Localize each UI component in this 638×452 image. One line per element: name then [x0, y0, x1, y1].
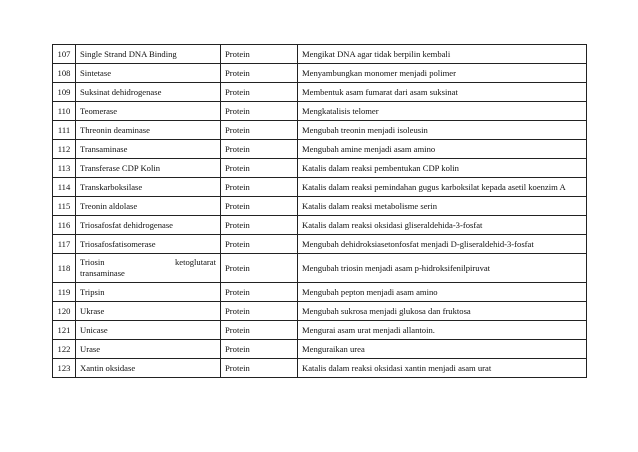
row-number: 119: [53, 283, 76, 302]
row-number: 116: [53, 216, 76, 235]
table-row: [53, 321, 587, 340]
row-number: 114: [53, 178, 76, 197]
enzyme-name: Transferase CDP Kolin: [76, 159, 221, 178]
table-row: [53, 121, 587, 140]
enzyme-function: Katalis dalam reaksi metabolisme serin: [298, 197, 587, 216]
table-row: [53, 359, 587, 378]
enzyme-name: Tripsin: [76, 283, 221, 302]
enzyme-name: Teomerase: [76, 102, 221, 121]
row-number: 108: [53, 64, 76, 83]
enzyme-function: Mengurai asam urat menjadi allantoin.: [298, 321, 587, 340]
enzyme-name: Triosafosfat dehidrogenase: [76, 216, 221, 235]
enzyme-name: Suksinat dehidrogenase: [76, 83, 221, 102]
enzyme-name: Ukrase: [76, 302, 221, 321]
enzyme-name: Urase: [76, 340, 221, 359]
enzyme-name: Unicase: [76, 321, 221, 340]
row-number: 121: [53, 321, 76, 340]
enzyme-name-part: transaminase: [80, 268, 125, 278]
enzyme-name-line: [80, 257, 216, 268]
row-number: 109: [53, 83, 76, 102]
table-row: [53, 197, 587, 216]
enzyme-function: Membentuk asam fumarat dari asam suksinat: [298, 83, 587, 102]
enzyme-type: Protein: [221, 321, 298, 340]
enzyme-type: Protein: [221, 340, 298, 359]
row-number: 118: [53, 254, 76, 283]
row-number: 123: [53, 359, 76, 378]
enzyme-name: Treonin aldolase: [76, 197, 221, 216]
enzyme-type: Protein: [221, 45, 298, 64]
enzyme-function: Mengikat DNA agar tidak berpilin kembali: [298, 45, 587, 64]
row-number: 110: [53, 102, 76, 121]
table-row: [53, 254, 587, 283]
enzyme-function: Mengubah dehidroksiasetonfosfat menjadi D-gliseraldehid-3-fosfat: [298, 235, 587, 254]
enzyme-name: Sintetase: [76, 64, 221, 83]
enzyme-type: Protein: [221, 283, 298, 302]
enzyme-name: Triosafosfatisomerase: [76, 235, 221, 254]
enzyme-name: Threonin deaminase: [76, 121, 221, 140]
document-page: [52, 44, 587, 378]
enzyme-function: Mengkatalisis telomer: [298, 102, 587, 121]
row-number: 122: [53, 340, 76, 359]
enzyme-function: Mengubah sukrosa menjadi glukosa dan fruktosa: [298, 302, 587, 321]
table-row: [53, 302, 587, 321]
enzyme-type: Protein: [221, 83, 298, 102]
row-number: 113: [53, 159, 76, 178]
enzyme-type: Protein: [221, 178, 298, 197]
enzyme-type: Protein: [221, 359, 298, 378]
enzyme-function: Katalis dalam reaksi pemindahan gugus karboksilat kepada asetil koenzim A: [298, 178, 587, 197]
enzyme-type: Protein: [221, 121, 298, 140]
table-row: [53, 283, 587, 302]
enzyme-function: Menguraikan urea: [298, 340, 587, 359]
row-number: 112: [53, 140, 76, 159]
table-row: [53, 140, 587, 159]
enzyme-type: Protein: [221, 64, 298, 83]
enzyme-function: Menyambungkan monomer menjadi polimer: [298, 64, 587, 83]
enzyme-function: Mengubah pepton menjadi asam amino: [298, 283, 587, 302]
enzyme-function: Katalis dalam reaksi oksidasi xantin menjadi asam urat: [298, 359, 587, 378]
enzyme-table: [52, 44, 587, 378]
table-row: [53, 45, 587, 64]
row-number: 107: [53, 45, 76, 64]
enzyme-name: [76, 254, 221, 283]
enzyme-function: Mengubah triosin menjadi asam p-hidroksifenilpiruvat: [298, 254, 587, 283]
table-row: [53, 340, 587, 359]
enzyme-name-part: Triosin: [80, 257, 105, 267]
enzyme-type: Protein: [221, 140, 298, 159]
enzyme-type: Protein: [221, 159, 298, 178]
table-row: [53, 235, 587, 254]
row-number: 115: [53, 197, 76, 216]
enzyme-type: Protein: [221, 302, 298, 321]
enzyme-name: Transkarboksilase: [76, 178, 221, 197]
enzyme-type: Protein: [221, 235, 298, 254]
enzyme-function: Katalis dalam reaksi pembentukan CDP kolin: [298, 159, 587, 178]
enzyme-function: Katalis dalam reaksi oksidasi gliseraldehida-3-fosfat: [298, 216, 587, 235]
table-row: [53, 178, 587, 197]
enzyme-name-part: ketoglutarat: [174, 257, 216, 267]
table-row: [53, 102, 587, 121]
row-number: 120: [53, 302, 76, 321]
table-row: [53, 83, 587, 102]
enzyme-function: Mengubah amine menjadi asam amino: [298, 140, 587, 159]
table-row: [53, 216, 587, 235]
table-row: [53, 64, 587, 83]
enzyme-name: Xantin oksidase: [76, 359, 221, 378]
row-number: 111: [53, 121, 76, 140]
enzyme-name: Single Strand DNA Binding: [76, 45, 221, 64]
row-number: 117: [53, 235, 76, 254]
table-row: [53, 159, 587, 178]
enzyme-type: Protein: [221, 254, 298, 283]
enzyme-function: Mengubah treonin menjadi isoleusin: [298, 121, 587, 140]
enzyme-name: Transaminase: [76, 140, 221, 159]
enzyme-type: Protein: [221, 197, 298, 216]
enzyme-type: Protein: [221, 216, 298, 235]
enzyme-type: Protein: [221, 102, 298, 121]
